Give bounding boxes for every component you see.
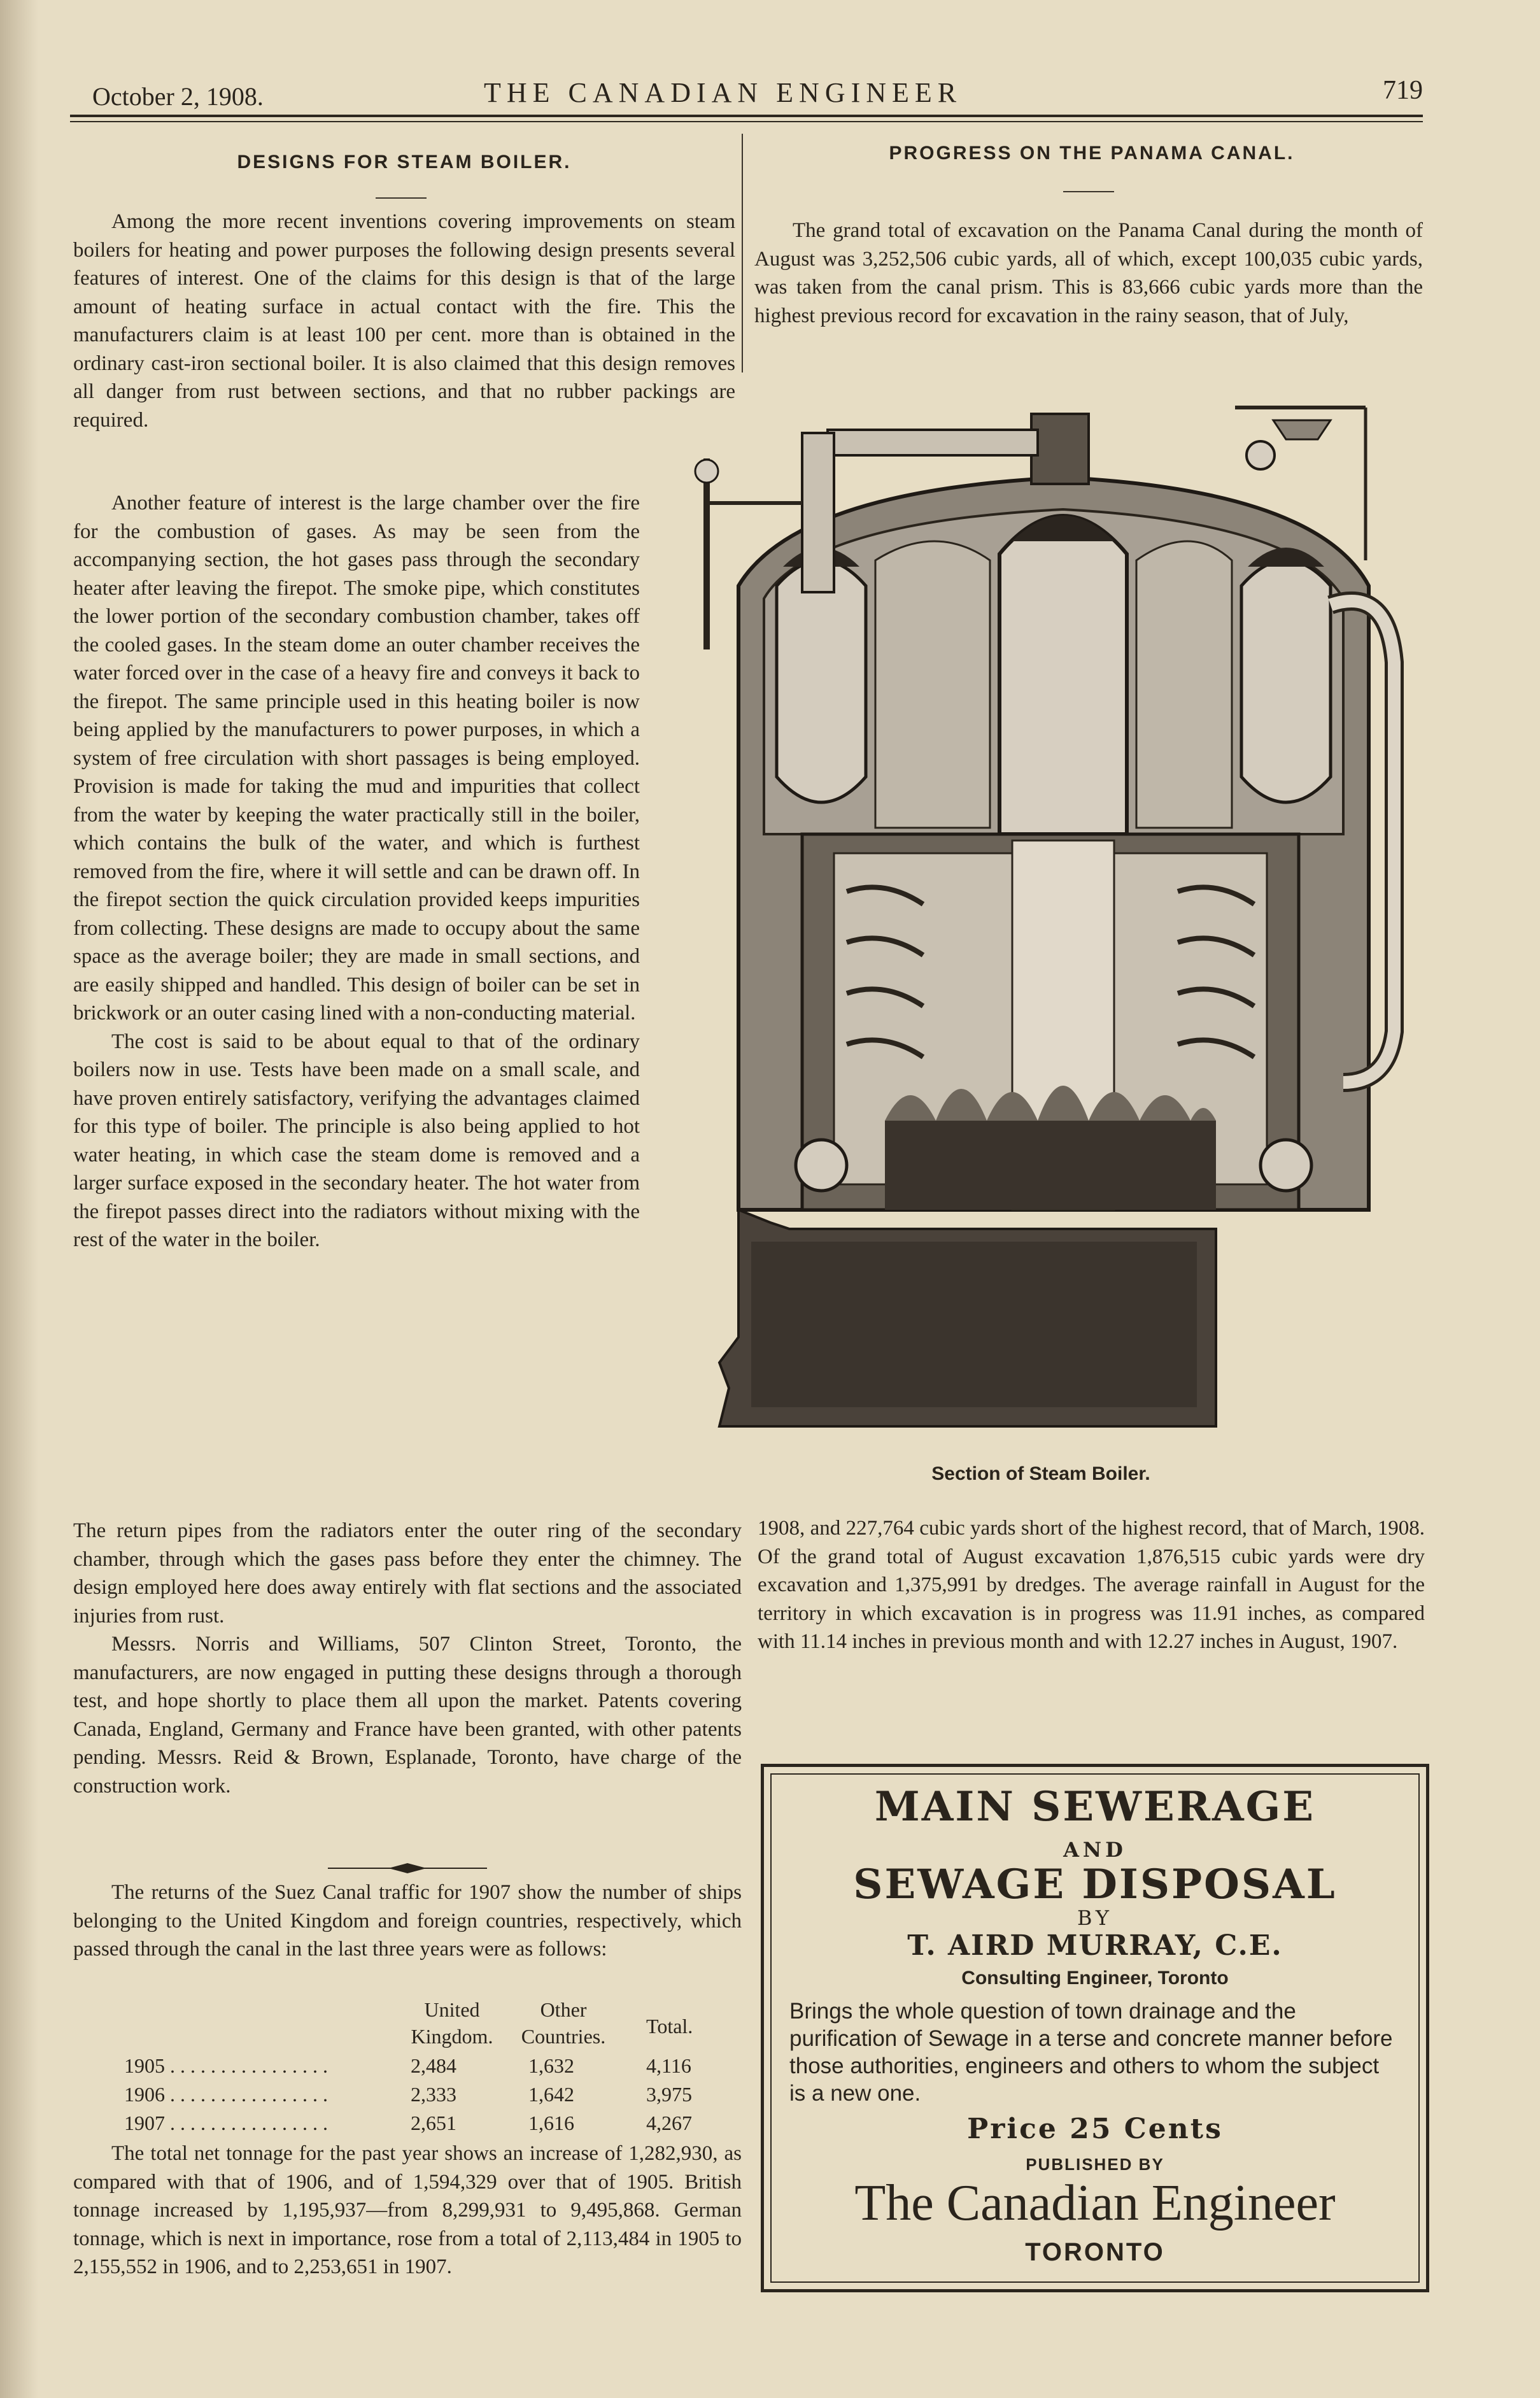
boiler-paragraph-5: Messrs. Norris and Williams, 507 Clinton Street, Toronto, the manufacturers, are now engaged in putting these designs through a thorough test, and hope shortly to place them all upon the market. Patents covering Canada, England, Germany and France have been granted, with other patents pending. Messrs. Reid & Brown, Esplanade, Toronto, have charge of the construction work. xyxy=(73,1633,742,1798)
suez-traffic-table xyxy=(73,1996,742,2138)
panama-article-heading: PROGRESS ON THE PANAMA CANAL. xyxy=(889,143,1295,164)
advert-price: Price 25 Cents xyxy=(967,2113,1223,2145)
boiler-article-intro-block xyxy=(73,208,735,434)
advert-title-line-1: MAIN SEWERAGE xyxy=(874,1783,1316,1831)
row-other: 1,642 xyxy=(528,2083,574,2106)
table-row xyxy=(73,2081,742,2110)
boiler-article-heading: DESIGNS FOR STEAM BOILER. xyxy=(237,152,572,173)
heading-short-rule xyxy=(1063,191,1114,192)
row-year: 1906 . . . . . . . . . . . . . . . . xyxy=(124,2083,328,2106)
boiler-article-body-block xyxy=(73,489,640,1254)
table-row xyxy=(73,2110,742,2138)
row-other: 1,616 xyxy=(528,2111,574,2134)
header-rule-thin xyxy=(70,121,1423,122)
running-header xyxy=(92,70,1423,115)
heading-short-rule xyxy=(376,197,427,199)
advert-author-role: Consulting Engineer, Toronto xyxy=(961,1968,1229,1989)
advert-and: AND xyxy=(1063,1838,1127,1862)
row-year: 1905 . . . . . . . . . . . . . . . . xyxy=(124,2054,328,2077)
advert-publisher: The Canadian Engineer xyxy=(854,2175,1336,2231)
panama-block-2 xyxy=(758,1514,1425,1656)
journal-title: THE CANADIAN ENGINEER xyxy=(484,77,963,108)
table-row xyxy=(73,2052,742,2081)
suez-intro: The returns of the Suez Canal traffic for 1907 show the number of ships belonging to the United Kingdom and foreign countries, respectively, which passed through the canal in the last three years were as follows: xyxy=(73,1881,742,1961)
advert-author: T. AIRD MURRAY, C.E. xyxy=(907,1929,1283,1962)
advert-title-line-2: SEWAGE DISPOSAL xyxy=(853,1861,1337,1908)
ornamental-separator xyxy=(328,1861,487,1876)
column-divider xyxy=(742,134,743,372)
page-number: 719 xyxy=(1383,76,1423,105)
header-united-kingdom: United Kingdom. xyxy=(411,1998,493,2048)
panama-paragraph-2: 1908, and 227,764 cubic yards short of the highest record, that of March, 1908. Of the grand total of August excavation 1,876,515 cubic yards were dry excavation and 1,375,991 by dredges. The average rainfall in August for the territory in which excavation is in progress was 11.91 inches, as compared with 11.14 inches in previous month and with 12.27 inches in August, 1907. xyxy=(758,1517,1425,1653)
boiler-paragraph-4: The return pipes from the radiators enter the outer ring of the secondary chamber, through which the gases pass before they enter the chimney. The design employed here does away entirely with flat sections and the associated injuries from rust. xyxy=(73,1519,742,1628)
row-total: 4,267 xyxy=(646,2111,692,2134)
page-edge-shadow xyxy=(0,0,38,2398)
boiler-paragraph-2: Another feature of interest is the large chamber over the fire for the combustion of gases. As may be seen from the accompanying section, the hot gases pass through the secondary heater after leaving the firepot. The smoke pipe, which constitutes the lower portion of the secondary combustion chamber, takes off the cooled gases. In the steam dome an outer chamber receives the water forced over in the case of a heavy fire and conveys it back to the firepot. The same principle used in this heating boiler is now being applied by the manufacturers to power purposes, in which a system of free circulation with short passages is being employed. Provision is made for taking the mud and impurities that collect from the water by keeping the water practically still in the boiler, which contains the bulk of the water, and which is furthest removed from the fire, where it will settle and can be drawn off. In the firepot section the quick circulation provided keeps impurities from collecting. These designs are made to occupy about the same space as the average boiler; they are made in small sections, and are easily shipped and handled. This design of boiler can be set in brickwork or an outer casing lined with a non-conducting material. xyxy=(73,492,640,1025)
boiler-paragraph-1: Among the more recent inventions covering improvements on steam boilers for heating and power purposes the following design presents several features of interest. One of the claims for this design is that of the large amount of heating surface in actual contact with the fire. This the manufacturers claim is at least 100 per cent. more than is obtained in the ordinary cast-iron sectional boiler. It is also claimed that this design removes all danger from rust between sections, and that no rubber packings are required. xyxy=(73,210,735,432)
header-total: Total. xyxy=(646,2015,693,2038)
advert-by: BY xyxy=(1077,1906,1113,1930)
table-header-row xyxy=(73,1996,742,2052)
suez-closing: The total net tonnage for the past year shows an increase of 1,282,930, as compared with that of 1906, and of 1,594,329 over that of 1905. British tonnage increased by 1,195,937—from 8,299,931 to 9,495,868. German tonnage, which is next in importance, rose from a total of 2,113,484 in 1905 to 2,155,552 in 1906, and to 2,253,651 in 1907. xyxy=(73,2142,742,2278)
header-other-countries: Other Countries. xyxy=(521,1998,606,2048)
row-total: 3,975 xyxy=(646,2083,692,2106)
row-total: 4,116 xyxy=(646,2054,691,2077)
boiler-section-illustration xyxy=(656,395,1407,1439)
suez-closing-block xyxy=(73,2139,742,2281)
row-uk: 2,484 xyxy=(411,2054,456,2077)
advert-description: Brings the whole question of town drainage and the purification of Sewage in a terse and concrete manner before those authorities, engineers and others to whom the subject is a new one. xyxy=(789,1999,1393,2106)
panama-paragraph-1: The grand total of excavation on the Panama Canal during the month of August was 3,252,506 cubic yards, all of which, except 100,035 cubic yards, was taken from the canal prism. This is 83,666 cubic yards more than the highest previous record for excavation in the rainy season, that of July, xyxy=(754,219,1423,327)
header-rule-thick xyxy=(70,115,1423,117)
row-year: 1907 . . . . . . . . . . . . . . . . xyxy=(124,2111,328,2134)
issue-date: October 2, 1908. xyxy=(92,82,264,111)
panama-block-1 xyxy=(754,216,1423,330)
suez-intro-block xyxy=(73,1878,742,1964)
row-uk: 2,333 xyxy=(411,2083,456,2106)
advert-published-by: PUBLISHED BY xyxy=(1026,2155,1164,2174)
row-other: 1,632 xyxy=(528,2054,574,2077)
row-uk: 2,651 xyxy=(411,2111,456,2134)
boiler-paragraph-3: The cost is said to be about equal to that of the ordinary boilers now in use. Tests have been made on a small scale, and have proven entirely satisfactory, verifying the advantages claimed for this type of boiler. The principle is also being applied to hot water heating, in which case the steam dome is removed and a larger surface exposed in the secondary heater. The hot water from the firepot passes direct into the radiators without mixing with the rest of the water in the boiler. xyxy=(73,1030,640,1251)
advert-city: TORONTO xyxy=(1025,2238,1165,2266)
figure-caption: Section of Steam Boiler. xyxy=(931,1463,1150,1484)
boiler-article-end-block xyxy=(73,1517,742,1800)
